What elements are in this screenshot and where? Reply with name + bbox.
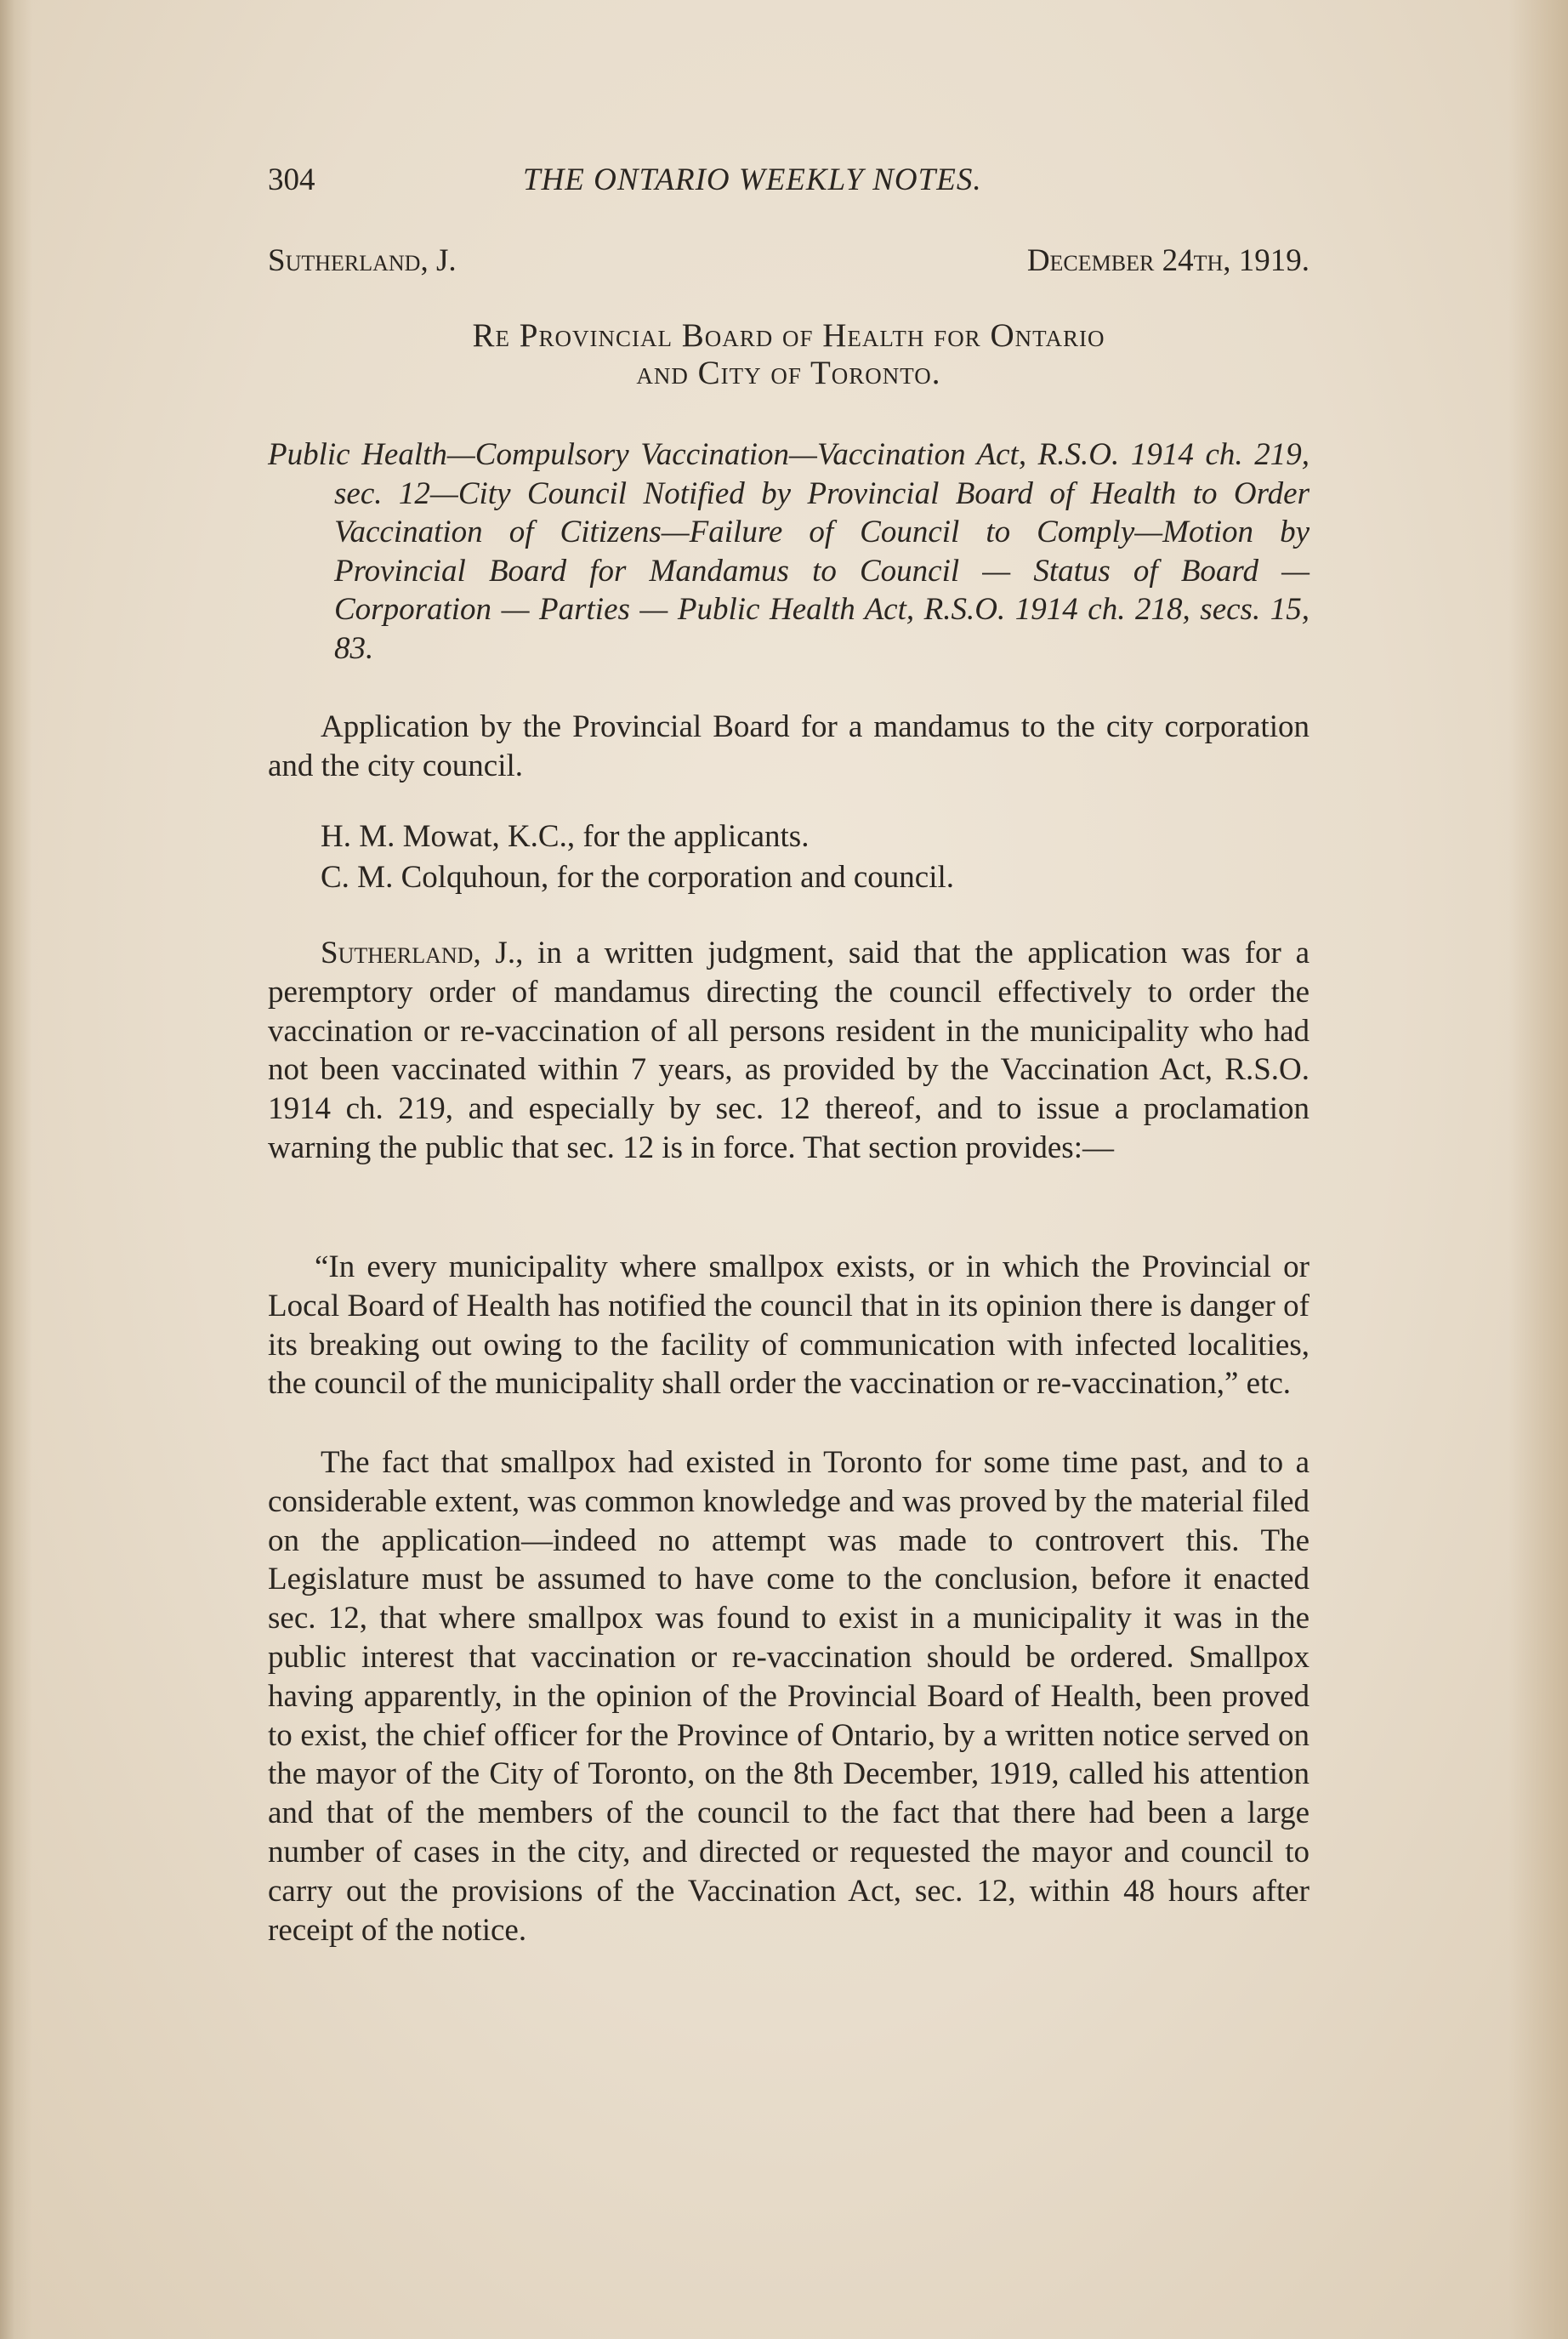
judgment-opening-text: , J., in a written judgment, said that the application was for a peremptory order of mandamus directing the council effectively to order the vaccination or re-vaccination of all persons resident in the municipality who had not been vaccinated within 7 years, as provided by the Vaccination Act, R.S.O. 1914 ch. 219, and especially by sec. 12 thereof, and to issue a proclamation warning the public that sec. 12 is in force. That section provides:—: [268, 936, 1310, 1165]
running-head: [268, 162, 1310, 204]
page-number: 304: [268, 162, 315, 197]
judge-date-line: [268, 242, 1310, 285]
application-paragraph: Application by the Provincial Board for a mandamus to the city corporation and the city council.: [268, 709, 1310, 783]
page-edge-shadow: [1508, 0, 1568, 2339]
case-title: [268, 317, 1310, 392]
headnote: Public Health—Compulsory Vaccination—Vaccination Act, R.S.O. 1914 ch. 219, sec. 12—City Council Notified by Provincial Board of Health to Order Vaccination of Citizens—Failure of Council to Comply—Motion by Provincial Board for Mandamus to Council — Status of Board — Corporation — Parties — Public Health Act, R.S.O. 1914 ch. 218, secs. 15, 83.: [268, 437, 1310, 666]
binding-shadow: [0, 0, 32, 2339]
judgment-date: December 24th, 1919.: [1026, 243, 1310, 278]
counsel-respondents: C. M. Colquhoun, for the corporation and council.: [321, 860, 955, 895]
case-title-line-1: Re Provincial Board of Health for Ontario: [472, 317, 1105, 354]
case-title-line-2: and City of Toronto.: [636, 355, 941, 391]
judgment-judge-name: Sutherland: [321, 936, 474, 970]
judgment-continuation: The fact that smallpox had existed in Toronto for some time past, and to a considerable extent, was common knowledge and was proved by the material filed on the application—indeed no attempt was made to controvert this. The Legislature must be assumed to have come to the conclusion, before it enacted sec. 12, that where smallpox was found to exist in a municipality it was in the public interest that vaccination or re-vaccination should be ordered. Smallpox having apparently, in the opinion of the Provincial Board of Health, been proved to exist, the chief officer for the Province of Ontario, by a written notice served on the mayor of the City of Toronto, on the 8th December, 1919, called his attention and that of the members of the council to the fact that there had been a large number of cases in the city, and directed or requested the mayor and council to carry out the provisions of the Vaccination Act, sec. 12, within 48 hours after receipt of the notice.: [268, 1445, 1310, 1948]
judge-name: Sutherland, J.: [268, 243, 457, 278]
judgment-opening-paragraph: [268, 934, 1310, 1168]
counsel-applicants: H. M. Mowat, K.C., for the applicants.: [321, 819, 810, 854]
statute-quotation: “In every municipality where smallpox exists, or in which the Provincial or Local Board of Health has notified the council that in its opinion there is danger of its breaking out owing to the facility of communication with infected localities, the council of the municipality shall order the vaccination or re-vaccination,” etc.: [268, 1249, 1310, 1402]
journal-title: THE ONTARIO WEEKLY NOTES.: [523, 162, 982, 197]
